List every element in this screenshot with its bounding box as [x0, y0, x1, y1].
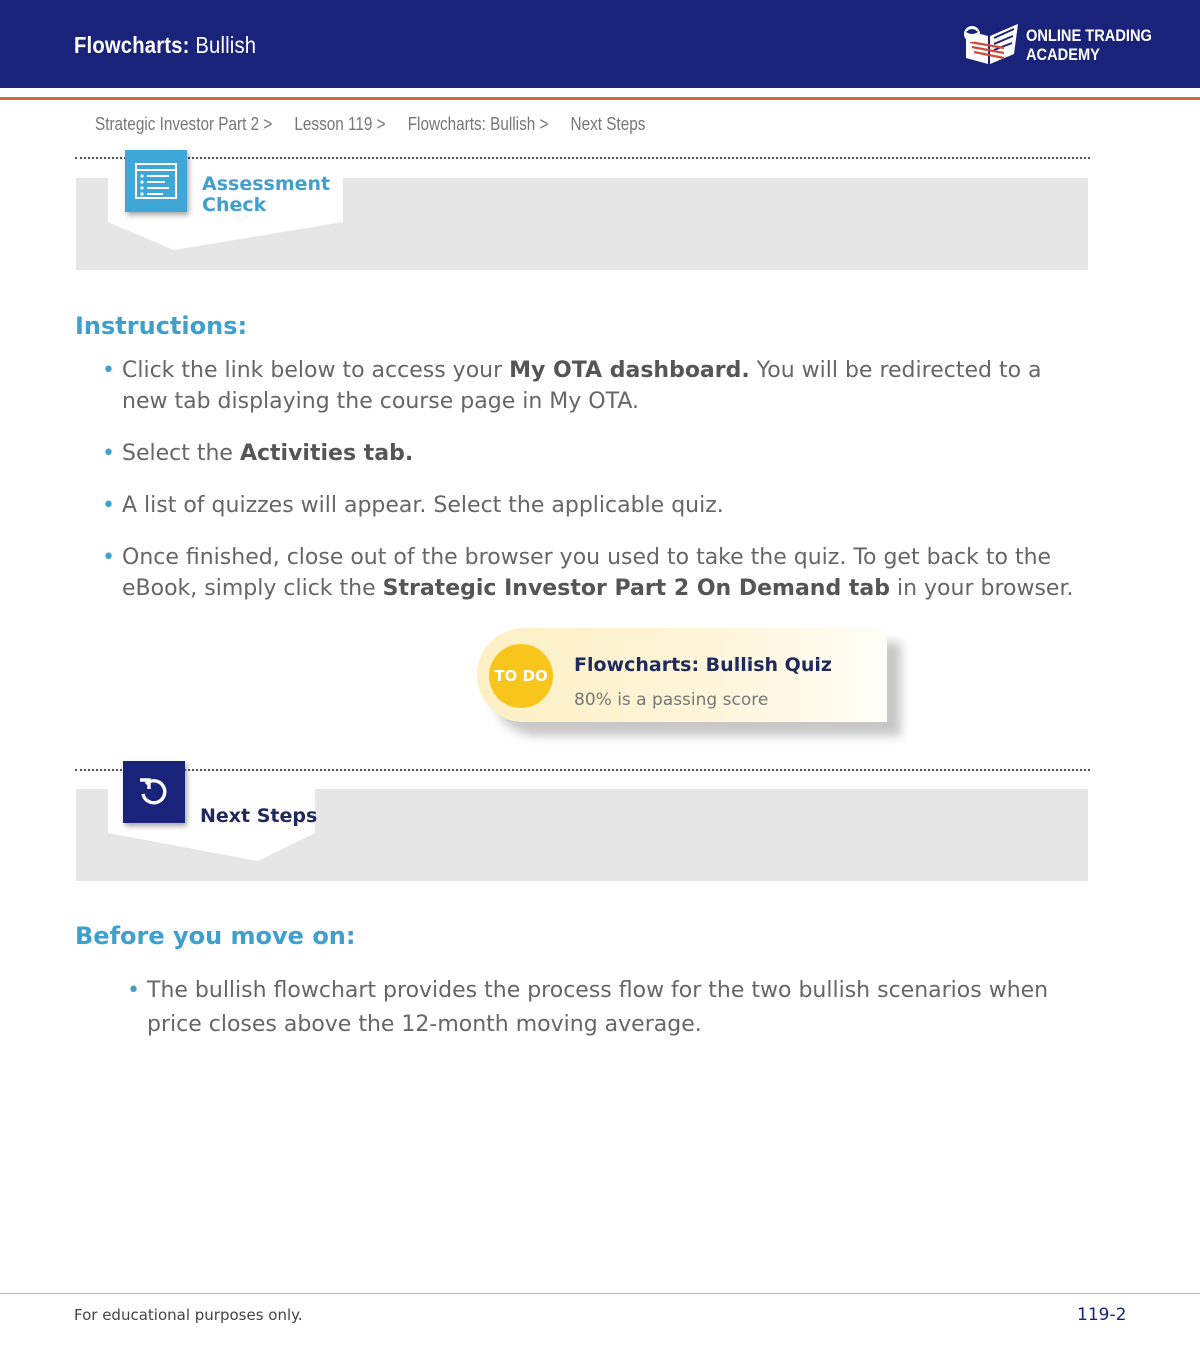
checklist-icon [135, 163, 177, 199]
instruction-item: • Click the link below to access your My OTA dashboard. You will be redirected to a new tab displaying the course page in My OTA. [122, 355, 1082, 417]
breadcrumb-item-lesson[interactable]: Lesson 119 > [294, 114, 386, 134]
section-divider [75, 769, 1090, 771]
quiz-card[interactable] [477, 628, 887, 722]
footer-divider [0, 1293, 1200, 1294]
page-number: 119-2 [1077, 1305, 1127, 1325]
before-heading: Before you move on: [75, 922, 356, 950]
breadcrumb-item-course[interactable]: Strategic Investor Part 2 > [95, 114, 273, 134]
assessment-label: Assessment Check [202, 173, 331, 216]
footer-disclaimer: For educational purposes only. [74, 1306, 303, 1324]
assessment-icon-box [125, 150, 187, 212]
instruction-item: • Once finished, close out of the browser you used to take the quiz. To get back to the eBook, simply click the Strategic Investor Part 2 On Demand tab in your browser. [122, 542, 1082, 604]
instruction-item: • Select the Activities tab. [122, 438, 1082, 469]
before-list [147, 974, 1067, 1042]
ota-logo [960, 20, 1152, 68]
breadcrumb-item-topic[interactable]: Flowcharts: Bullish > [407, 114, 549, 134]
page-header [0, 0, 1200, 88]
dashboard-link[interactable]: My OTA dashboard. [509, 358, 750, 383]
page-title: Flowcharts: Bullish [74, 32, 257, 58]
next-steps-label: Next Steps [200, 805, 318, 827]
quiz-passing-score: 80% is a passing score [574, 690, 769, 710]
before-item: • The bullish flowchart provides the process flow for the two bullish scenarios when price closes above the 12-month moving average. [147, 974, 1067, 1042]
refresh-icon [137, 775, 171, 809]
quiz-title[interactable]: Flowcharts: Bullish Quiz [574, 654, 832, 676]
todo-badge: TO DO [489, 644, 553, 708]
instruction-item: • A list of quizzes will appear. Select the applicable quiz. [122, 490, 1082, 521]
instructions-list [122, 355, 1082, 604]
next-steps-icon-box [123, 761, 185, 823]
academy-book-icon [960, 20, 1022, 66]
section-divider [75, 157, 1090, 159]
breadcrumb [95, 114, 667, 135]
header-divider [0, 97, 1200, 100]
logo-wordmark: ONLINE TRADING ACADEMY [1026, 26, 1152, 64]
instructions-heading: Instructions: [75, 312, 248, 340]
breadcrumb-item-current: Next Steps [570, 114, 646, 134]
